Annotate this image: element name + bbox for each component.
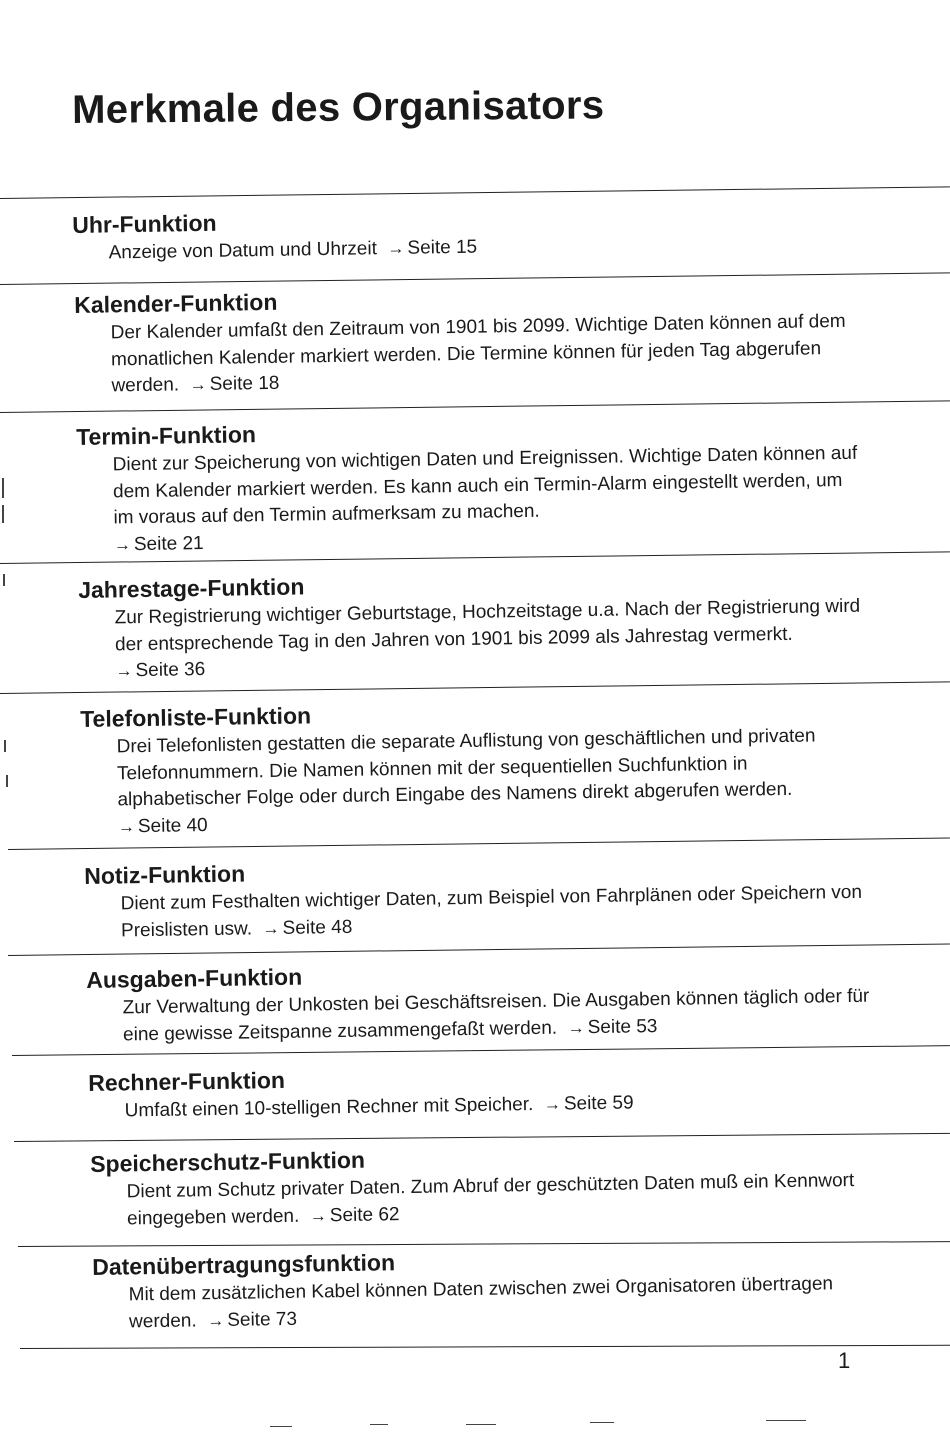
feature-title: Speicherschutz-Funktion: [90, 1146, 366, 1177]
scan-artifact: [466, 1424, 496, 1425]
arrow-icon: →: [567, 1017, 585, 1037]
page-number: 1: [838, 1348, 851, 1373]
feature-description: Dient zur Speicherung von wichtigen Daten und Ereignissen. Wichtige Daten können auf dem Kalender markiert werden. Es kann auch ein Termin-Alarm eingestellt werden, um im voraus auf den Termin aufmerksam zu machen. → Seite 21: [112, 442, 858, 555]
feature-description: Dient zum Festhalten wichtiger Daten, zum Beispiel von Fahrplänen oder Speichern von Preislisten usw. → Seite 48: [120, 881, 863, 941]
feature-section: [74, 279, 866, 401]
feature-description: Umfaßt einen 10-stelligen Rechner mit Speicher. → Seite 59: [124, 1092, 634, 1122]
scan-artifact: [590, 1422, 614, 1423]
page-reference: → Seite 15: [387, 236, 478, 259]
page-reference: → Seite 48: [262, 916, 353, 939]
scan-artifact: [3, 574, 5, 586]
scan-artifact: [270, 1426, 292, 1427]
page-reference: → Seite 21: [113, 532, 204, 555]
divider: [0, 186, 950, 199]
scan-artifact: [4, 740, 6, 752]
feature-title: Kalender-Funktion: [74, 288, 278, 318]
arrow-icon: →: [207, 1310, 225, 1330]
feature-section: [86, 954, 877, 1049]
feature-section: [84, 850, 875, 945]
page-reference: → Seite 18: [189, 372, 280, 395]
feature-section: [80, 693, 872, 841]
feature-title: Rechner-Funktion: [88, 1066, 286, 1096]
feature-title: Datenübertragungsfunktion: [92, 1249, 396, 1280]
feature-title: Notiz-Funktion: [84, 860, 246, 889]
arrow-icon: →: [113, 534, 132, 554]
arrow-icon: →: [117, 816, 136, 836]
arrow-icon: →: [262, 918, 280, 938]
scan-artifact: [6, 775, 8, 787]
feature-section: [72, 199, 863, 268]
arrow-icon: →: [189, 374, 207, 395]
feature-title: Telefonliste-Funktion: [80, 702, 312, 732]
page-reference: → Seite 73: [207, 1308, 298, 1331]
page-title: Merkmale des Organisators: [72, 83, 605, 132]
feature-title: Uhr-Funktion: [72, 209, 217, 238]
feature-section: [90, 1138, 881, 1233]
scan-artifact: [2, 478, 4, 498]
page-reference: → Seite 40: [117, 814, 208, 837]
feature-section: [78, 564, 870, 686]
feature-description: Dient zum Schutz privater Daten. Zum Abruf der geschützten Daten muß ein Kennwort eingegeben werden. → Seite 62: [126, 1170, 855, 1229]
feature-title: Jahrestage-Funktion: [78, 573, 305, 603]
feature-description: Zur Registrierung wichtiger Geburtstage, Hochzeitstage u.a. Nach der Registrierung wird der entsprechende Tag in den Jahren von 1901 bis 2099 als Jahrestag vermerkt. → Seite 36: [114, 595, 861, 682]
feature-title: Ausgaben-Funktion: [86, 963, 303, 993]
arrow-icon: →: [115, 661, 133, 681]
page-reference: → Seite 53: [567, 1015, 658, 1038]
feature-section: [88, 1057, 879, 1126]
scan-artifact: [2, 505, 4, 523]
feature-description: Zur Verwaltung der Unkosten bei Geschäftsreisen. Die Ausgaben können täglich oder für eine gewisse Zeitspanne zusammengefaßt werden. → Seite 53: [122, 985, 870, 1045]
feature-section: [76, 411, 868, 559]
feature-description: Drei Telefonlisten gestatten die separate Auflistung von geschäftlichen und privaten Telefonnummern. Die Namen können mit der sequentiellen Suchfunktion in alphabetischer Folge oder durch Eingabe des Namens direkt abgerufen werden. → Seite 40: [116, 725, 816, 837]
page-reference: → Seite 62: [309, 1203, 400, 1226]
arrow-icon: →: [543, 1094, 562, 1114]
page-reference: → Seite 36: [115, 659, 206, 682]
feature-description: Anzeige von Datum und Uhrzeit → Seite 15: [108, 236, 478, 264]
arrow-icon: →: [387, 238, 405, 259]
page-reference: → Seite 59: [543, 1092, 634, 1115]
feature-description: Mit dem zusätzlichen Kabel können Daten zwischen zwei Organisatoren übertragen werden. → Seite 73: [128, 1273, 834, 1332]
scan-artifact: [370, 1424, 388, 1425]
feature-description: Der Kalender umfaßt den Zeitraum von 1901 bis 2099. Wichtige Daten können auf dem monatlichen Kalender markiert werden. Die Termine können für jeden Tag abgerufen werden. → Seite 18: [110, 310, 846, 397]
feature-section: [92, 1241, 883, 1336]
scan-artifact: [766, 1420, 806, 1421]
divider: [20, 1345, 950, 1349]
feature-title: Termin-Funktion: [76, 421, 257, 450]
arrow-icon: →: [309, 1205, 327, 1226]
